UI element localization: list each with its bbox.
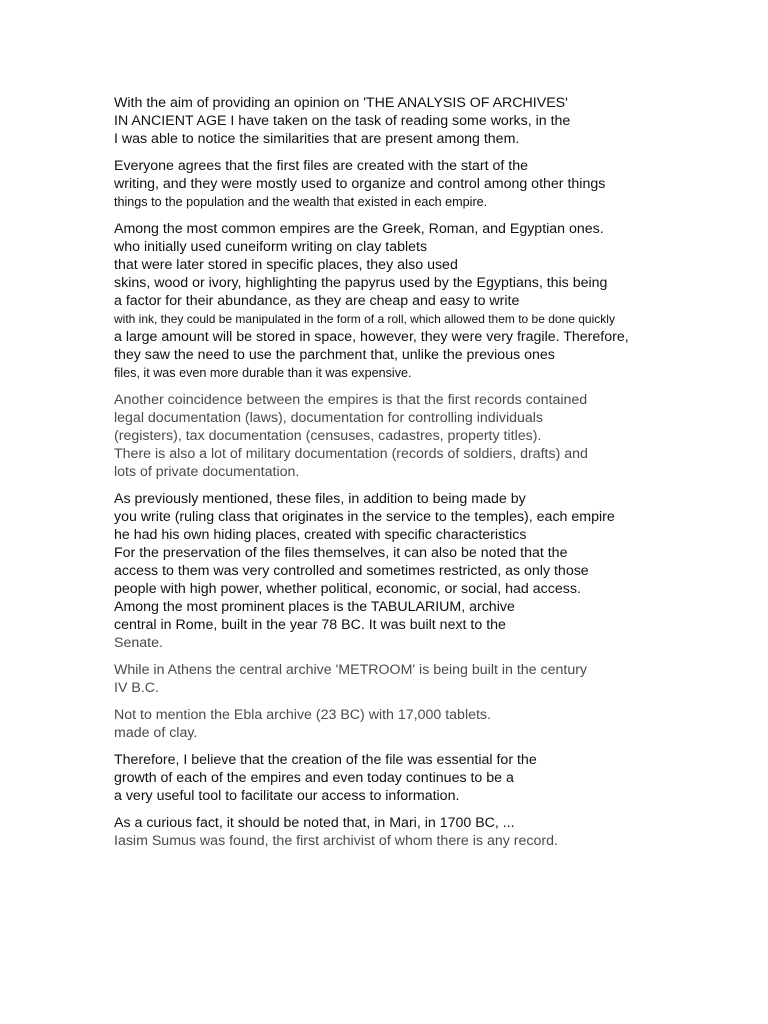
text-line: Among the most prominent places is the TABULARIUM, archive <box>114 599 515 615</box>
paragraph-intro <box>114 94 754 148</box>
text-line: files, it was even more durable than it was expensive. <box>114 366 412 380</box>
text-line: IN ANCIENT AGE I have taken on the task of reading some works, in the <box>114 113 571 129</box>
paragraph-hiding-places <box>114 490 754 652</box>
text-line: There is also a lot of military documentation (records of soldiers, drafts) and <box>114 446 588 462</box>
text-line: Another coincidence between the empires is that the first records contained <box>114 392 588 408</box>
paragraph-athens <box>114 661 754 697</box>
text-line: writing, and they were mostly used to organize and control among other things <box>114 176 606 192</box>
text-line: (registers), tax documentation (censuses, cadastres, property titles). <box>114 428 542 444</box>
text-line: While in Athens the central archive 'METROOM' is being built in the century <box>114 662 588 678</box>
text-line: that were later stored in specific places, they also used <box>114 257 458 273</box>
text-line: people with high power, whether political, economic, or social, had access. <box>114 581 581 597</box>
text-line: he had his own hiding places, created with specific characteristics <box>114 527 527 543</box>
paragraph-conclusion <box>114 751 754 805</box>
text-line: with ink, they could be manipulated in the form of a roll, which allowed them to be done quickly <box>114 312 615 326</box>
text-line: legal documentation (laws), documentation for controlling individuals <box>114 410 544 426</box>
text-line: access to them was very controlled and sometimes restricted, as only those <box>114 563 589 579</box>
text-line: you write (ruling class that originates in the service to the temples), each empire <box>114 509 615 525</box>
text-line: Iasim Sumus was found, the first archivist of whom there is any record. <box>114 833 558 849</box>
text-line: As previously mentioned, these files, in addition to being made by <box>114 491 526 507</box>
paragraph-curious-fact <box>114 814 754 850</box>
text-line: central in Rome, built in the year 78 BC. It was built next to the <box>114 617 506 633</box>
text-line: made of clay. <box>114 725 198 741</box>
paragraph-records <box>114 391 754 481</box>
text-line: growth of each of the empires and even today continues to be a <box>114 770 514 786</box>
text-line: Among the most common empires are the Greek, Roman, and Egyptian ones. <box>114 221 604 237</box>
document-page <box>114 94 754 859</box>
text-line: Therefore, I believe that the creation of the file was essential for the <box>114 752 537 768</box>
text-line: IV B.C. <box>114 680 159 696</box>
text-line: a very useful tool to facilitate our access to information. <box>114 788 460 804</box>
text-line: things to the population and the wealth that existed in each empire. <box>114 195 488 209</box>
text-line: who initially used cuneiform writing on clay tablets <box>114 239 428 255</box>
text-line: As a curious fact, it should be noted that, in Mari, in 1700 BC, ... <box>114 815 515 831</box>
text-line: With the aim of providing an opinion on 'THE ANALYSIS OF ARCHIVES' <box>114 95 568 111</box>
text-line: Senate. <box>114 635 163 651</box>
text-line: lots of private documentation. <box>114 464 300 480</box>
text-line: skins, wood or ivory, highlighting the papyrus used by the Egyptians, this being <box>114 275 608 291</box>
text-line: a factor for their abundance, as they are cheap and easy to write <box>114 293 520 309</box>
text-line: I was able to notice the similarities that are present among them. <box>114 131 520 147</box>
text-line: For the preservation of the files themselves, it can also be noted that the <box>114 545 568 561</box>
text-line: Not to mention the Ebla archive (23 BC) with 17,000 tablets. <box>114 707 491 723</box>
paragraph-ebla <box>114 706 754 742</box>
text-line: they saw the need to use the parchment that, unlike the previous ones <box>114 347 555 363</box>
paragraph-empires <box>114 220 754 382</box>
text-line: Everyone agrees that the first files are created with the start of the <box>114 158 529 174</box>
paragraph-first-files <box>114 157 754 211</box>
text-line: a large amount will be stored in space, however, they were very fragile. Therefore, <box>114 329 629 345</box>
